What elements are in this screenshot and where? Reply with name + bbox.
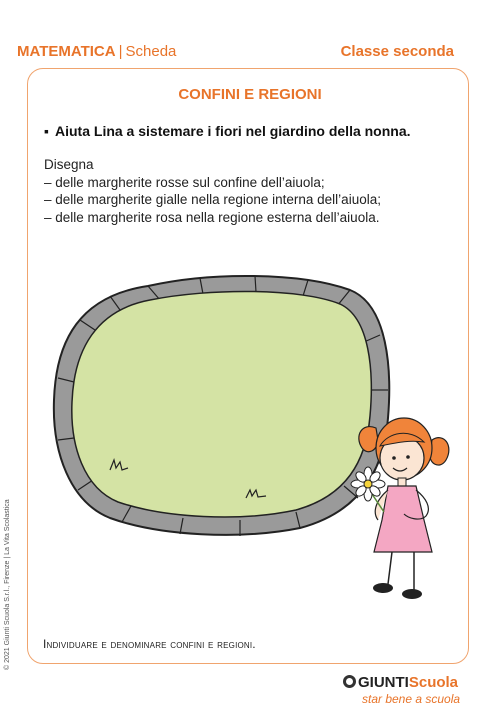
page-title: CONFINI E REGIONI xyxy=(178,86,322,103)
brand-logo[interactable] xyxy=(343,674,458,691)
task-item: – delle margherite rosse sul confine dell’aiuola; xyxy=(44,174,325,190)
task-intro: Disegna xyxy=(44,157,94,172)
task-item: – delle margherite rosa nella regione esterna dell’aiuola. xyxy=(44,209,380,225)
g-logo-icon xyxy=(343,675,356,688)
header-separator: | xyxy=(118,43,123,60)
task-item: – delle margherite gialle nella regione interna dell’aiuola; xyxy=(44,192,381,207)
copyright-text: © 2021 Giunti Scuola S.r.l., Firenze | La Vita Scolastica xyxy=(4,499,11,670)
flowerbed-interior[interactable] xyxy=(72,291,371,517)
brand-name-accent: Scuola xyxy=(408,674,459,691)
grade-label: Classe seconda xyxy=(340,43,454,60)
brand-name: GIUNTI xyxy=(358,674,409,691)
section-label: Scheda xyxy=(125,43,177,60)
bullet-icon: ▪ xyxy=(44,123,49,139)
subject-label: MATEMATICA xyxy=(17,43,116,60)
instruction-text: Aiuta Lina a sistemare i fiori nel giardino della nonna. xyxy=(55,123,411,139)
girl-lina-illustration xyxy=(359,418,449,599)
brand-tagline: star bene a scuola xyxy=(362,692,461,706)
learning-objective: Individuare e denominare confini e regioni. xyxy=(43,637,256,651)
